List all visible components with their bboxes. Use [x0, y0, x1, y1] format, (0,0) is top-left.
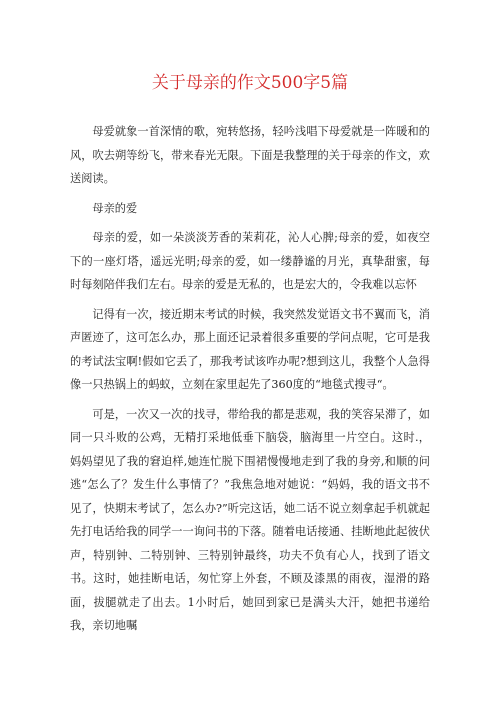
paragraph-intro: 母爱就象一首深情的歌，宛转悠扬，轻吟浅唱下母爱就是一阵暖和的风，吹去朔等纷飞，带来春光无限。下面是我整理的关于母亲的作文，欢送阅读。: [70, 125, 430, 185]
document-body: [70, 120, 430, 644]
paragraph-search: 可是，一次又一次的找寻，带给我的都是悲观，我的笑容呆滞了，如同一只斗败的公鸡，无精打采地低垂下脑袋，脑海里一片空白。这时.，妈妈望见了我的窘迫样,她连忙脱下围裙慢慢地走到了我的身旁,和顺的问逃“怎么了？发生什么事情了？”我焦急地对她说：“妈妈，我的语文书不见了，快期末考试了，怎么办?”听完这话，她二话不说立刻拿起手机就起先打电话给我的同学一一询问书的下落。随着电话接通、挂断地此起彼伏声，特别钟、二特别钟、三特别钟最终，功夫不负有心人，找到了语文书。这时，她挂断电话，匆忙穿上外套，不顾及漆黑的雨夜，湿滑的路面，拔腿就走了出去。1小时后，她回到家已是满头大汗，她把书递给我，亲切地嘱: [70, 407, 430, 632]
paragraph-lost-book: 记得有一次，接近期末考试的时候，我突然发觉语文书不翼而飞，消声匿迹了，这可怎么办，那上面还记录着很多重要的学问点呢，它可是我的考试法宝啊!假如它丢了，那我考试该咋办呢?想到这儿，我整个人急得像一只热锅上的蚂蚁，立刻在家里起先了360度的“地毯式搜寻“。: [70, 307, 430, 391]
document-title: 关于母亲的作文500字5篇: [151, 73, 349, 93]
section-heading: 母亲的爱: [92, 201, 138, 215]
paragraph-mothers-love: 母亲的爱，如一朵淡淡芳香的茉莉花，沁人心脾;母亲的爱，如夜空下的一座灯塔，遥远光明;母亲的爱，如一缕静谧的月光，真挚甜蜜，每时每刻陪伴我们左右。母亲的爱是无私的，也是宏大的，令我难以忘怀: [70, 231, 430, 291]
